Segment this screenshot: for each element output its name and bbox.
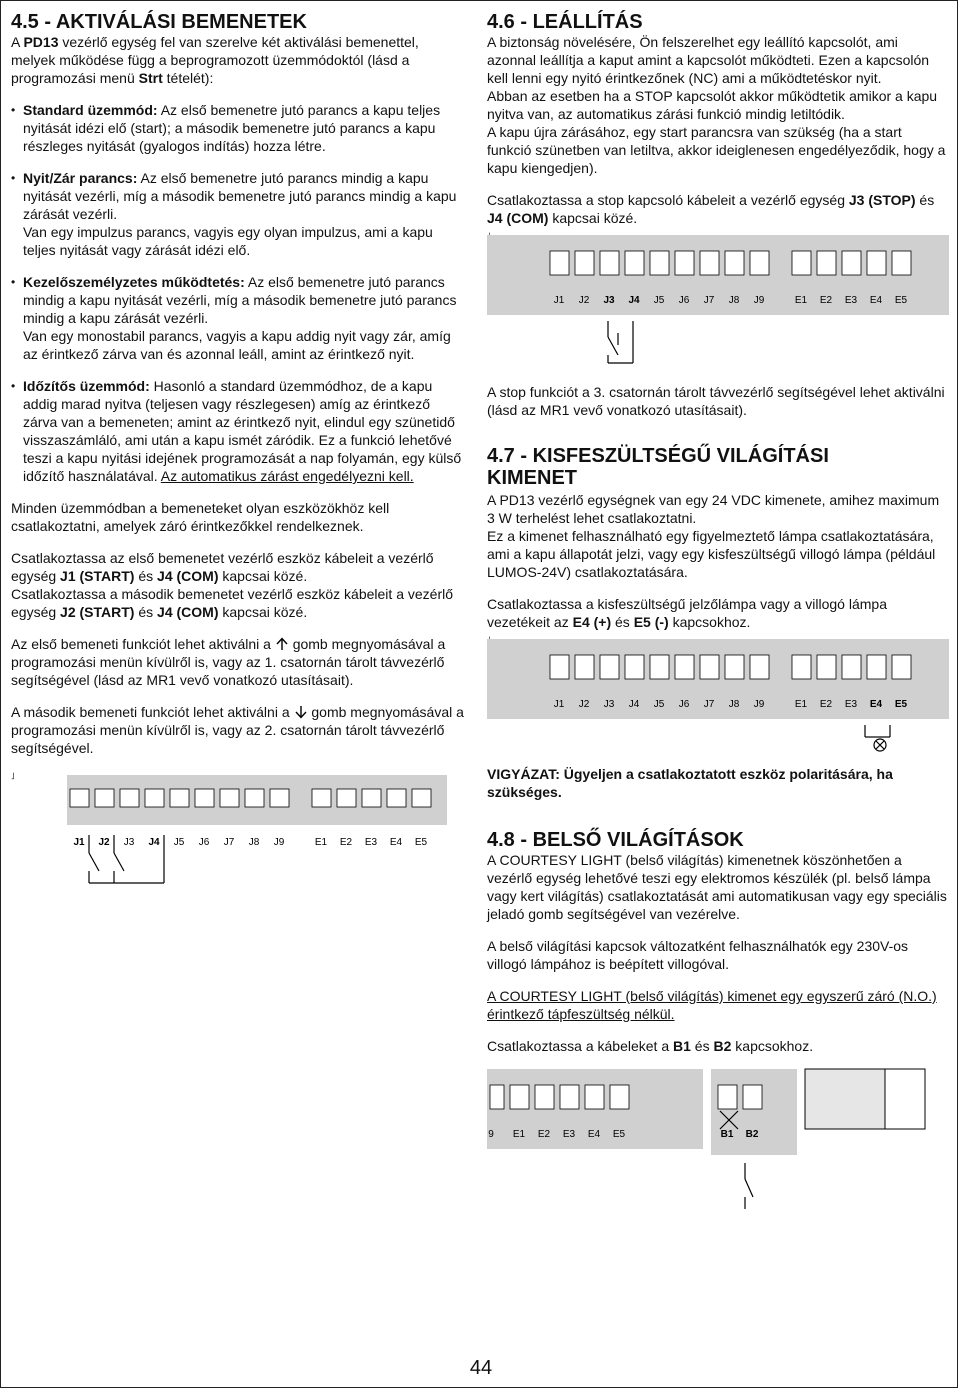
terminal-label: J6 [198, 837, 210, 848]
terminal-label: E1 [512, 1129, 526, 1140]
title-line: 4.7 - KISFESZÜLTSÉGŰ VILÁGÍTÁSI [487, 445, 829, 467]
section-4-6-p1: A biztonság növelésére, Ön felszerelhet egy leállító kapcsolót, ami azonnal leállítja a kaput amint a kapcsolót működteti. Ezen a kapcsolón kell lenni egy nyitó érintkezőnek (NC) ami a működtetéskor nyit. [487, 34, 930, 86]
text: Csatlakoztassa a stop kapcsoló kábeleit a vezérlő egység [487, 192, 849, 208]
text: és [611, 614, 634, 630]
terminal-screw [575, 655, 594, 679]
section-4-8-p1: A COURTESY LIGHT (belső világítás) kimenetnek köszönhetően a vezérlő egység lehetővé teszi egy elektromos készülék (pl. belső lámpa vagy kert világítás) csatlakoztatását ami automatikusan vagy egy speciális jeladó gomb segítségével van vezérelve. [487, 852, 947, 922]
stop-switch [608, 337, 618, 355]
text: kapcsokhoz. [668, 614, 751, 630]
terminal-screw [70, 789, 89, 807]
terminal-screw [625, 655, 644, 679]
terminal-label: E5 [414, 837, 428, 848]
text-bold: J2 (START) [60, 604, 135, 620]
terminal-screw [650, 251, 669, 275]
terminal-screw [792, 655, 811, 679]
terminal-screw [245, 789, 264, 807]
terminal-screw [195, 789, 214, 807]
paragraph-connect-2 [11, 585, 466, 621]
terminal-label: E3 [844, 699, 858, 710]
auto-close-note: Az automatikus zárást engedélyezni kell. [160, 468, 414, 484]
terminal-screw [842, 251, 861, 275]
page-number: 44 [469, 1357, 493, 1379]
text: Az első bemeneti funkciót lehet aktiválni a [11, 636, 275, 652]
terminal-label: B2 [745, 1129, 759, 1140]
terminal-screw [817, 251, 836, 275]
terminal-label: J1 [73, 837, 85, 848]
text: gomb megnyomásával a programozási menün kívülről is, vagy az 1. csatornán tárolt távvezérlő segítségével (lásd az MR1 vevő vonatkozó utasításait). [11, 636, 446, 688]
terminal-screw [610, 1085, 629, 1109]
terminal-screw [675, 655, 694, 679]
terminal-screw [170, 789, 189, 807]
bullet-label: Kezelőszemélyzetes működtetés: [23, 274, 245, 290]
terminal-label: J5 [173, 837, 185, 848]
terminal-screw [490, 1085, 504, 1109]
terminal-screw [362, 789, 381, 807]
bullet-timer [11, 377, 466, 485]
section-4-7-connect [487, 595, 949, 631]
intro-text: A [11, 34, 24, 50]
terminal-screw [145, 789, 164, 807]
terminal-screw [550, 251, 569, 275]
terminal-screw [750, 655, 769, 679]
text: Csatlakoztassa a kábeleket a [487, 1038, 673, 1054]
terminal-label: J8 [728, 295, 740, 306]
terminal-label: E1 [794, 699, 808, 710]
bullet-label: Nyit/Zár parancs: [23, 170, 138, 186]
terminal-label: E1 [794, 295, 808, 306]
section-4-6-p2: Abban az esetben ha a STOP kapcsolót akkor működtetik amikor a kapu nyitva van, az automatikus zárási funkció mindig letiltódik. [487, 88, 938, 122]
terminal-label: J7 [223, 837, 235, 848]
text-bold: J4 (COM) [157, 568, 219, 584]
terminal-screw [792, 251, 811, 275]
text-bold: J4 (COM) [157, 604, 219, 620]
terminal-screw [270, 789, 289, 807]
text: Csatlakoztassa az első bemenetet vezérlő eszköz kábeleit a vezérlő egység [11, 550, 434, 584]
terminal-screw [892, 655, 911, 679]
terminal-screw [337, 789, 356, 807]
terminal-screw [585, 1085, 604, 1109]
terminal-screw [700, 251, 719, 275]
wiring-diagram-start-inputs [11, 771, 466, 891]
text: gomb megnyomásával a programozási menün kívülről is, vagy az 2. csatornán tárolt távvezérlő segítségével. [11, 704, 464, 756]
section-4-8-p3: A COURTESY LIGHT (belső világítás) kimenet egy egyszerű záró (N.O.) érintkező tápfeszültség nélkül. [487, 988, 937, 1022]
terminal-label: J2 [98, 837, 110, 848]
terminal-screw [535, 1085, 554, 1109]
terminal-screw [550, 655, 569, 679]
text: kapcsokhoz. [731, 1038, 814, 1054]
title-line: KIMENET [487, 467, 577, 489]
terminal-screw [220, 789, 239, 807]
left-column [11, 11, 466, 891]
terminal-screw [725, 251, 744, 275]
bullet-standard [11, 101, 466, 155]
terminal-screw [412, 789, 431, 807]
section-4-7-p2: Ez a kimenet felhasználható egy figyelmeztető lámpa csatlakoztatására, ami a kapu állapotát jelzi, vagy egy kisfeszültségű villogó lámpa (például LUMOS-24V) csatlakoztatására. [487, 528, 936, 580]
terminal-screw [560, 1085, 579, 1109]
section-4-7-warning: VIGYÁZAT: Ügyeljen a csatlakoztatott eszköz polaritására, ha szükséges. [487, 766, 893, 800]
bullet-text: Az első bemenetre jutó parancs mindig a kapu nyitását vezérli, míg a második bemenetre jutó parancs mindig a kapu zárását vezérli. [23, 170, 457, 222]
terminal-screw [600, 251, 619, 275]
intro-text-3: tételét): [162, 70, 214, 86]
terminal-block-courtesy [711, 1069, 797, 1155]
text-bold: J1 (START) [60, 568, 135, 584]
terminal-screw [650, 655, 669, 679]
terminal-label: J3 [603, 295, 615, 306]
bullet-nyit-zar [11, 169, 466, 223]
component-inner [805, 1069, 885, 1129]
right-column [487, 11, 949, 1213]
terminal-screw [575, 251, 594, 275]
text-bold: J4 (COM) [487, 210, 549, 226]
section-4-8-p2: A belső világítási kapcsok változatként felhasználhatók egy 230V-os villogó lámpához is beépített villogóval. [487, 938, 909, 972]
section-4-5-title: 4.5 - AKTIVÁLÁSI BEMENETEK [11, 11, 307, 33]
terminal-label: J7 [703, 699, 715, 710]
terminal-label: J4 [628, 699, 640, 710]
terminal-label: J4 [148, 837, 160, 848]
terminal-label: J2 [578, 699, 590, 710]
text: és [134, 604, 158, 620]
terminal-label: E3 [844, 295, 858, 306]
terminal-screw [387, 789, 406, 807]
terminal-label: E3 [562, 1129, 576, 1140]
text: kapcsai közé. [548, 210, 638, 226]
wiring-diagram-lamp [487, 633, 949, 753]
terminal-label: E2 [819, 295, 833, 306]
terminal-screw [725, 655, 744, 679]
bullet-label: Időzítős üzemmód: [23, 378, 150, 394]
arrow-up-icon [275, 637, 289, 651]
wiring-diagram-courtesy-light [487, 1063, 949, 1213]
terminal-label: E4 [869, 295, 883, 306]
terminal-label: J2 [578, 295, 590, 306]
wiring-diagram-stop [487, 229, 949, 369]
intro-strt: Strt [138, 70, 163, 86]
terminal-label: E1 [314, 837, 328, 848]
paragraph-activate-1 [11, 635, 466, 689]
terminal-label: J1 [553, 295, 565, 306]
text-bold: B1 [673, 1038, 691, 1054]
terminal-screw [120, 789, 139, 807]
terminal-label: E2 [537, 1129, 551, 1140]
arrow-down-icon [294, 705, 308, 719]
terminal-label: B1 [720, 1129, 734, 1140]
text: A második bemeneti funkciót lehet aktiválni a [11, 704, 294, 720]
terminal-label: J6 [678, 295, 690, 306]
terminal-label: E5 [894, 699, 908, 710]
terminal-screw [625, 251, 644, 275]
bullet-text: Az első bemenetre jutó parancs mindig a kapu nyitását vezérli, míg a második bemenetre jutó parancs mindig a kapu zárását vezérli. [23, 274, 457, 326]
terminal-label: E2 [339, 837, 353, 848]
section-4-7-title [487, 445, 949, 489]
section-4-6-connect [487, 191, 949, 227]
terminal-screw [743, 1085, 762, 1109]
bullet-text: Hasonló a standard üzemmódhoz, de a kapu addig marad nyitva (teljesen vagy részlegesen) amíg az érintkező zárva van a bemeneten; amint az érintkező nyit, elindul egy szünetidő visszaszámláló, ami után a kapu ismét záródik. Ez a funkció lehetővé teszi a kapu nyitási idejének programozását a nap folyamán, egy külső időzítő használatával. [23, 378, 462, 484]
terminal-block-diagram [487, 1063, 949, 1213]
text-bold: E4 (+) [572, 614, 612, 630]
terminal-screw [842, 655, 861, 679]
text: kapcsai közé. [218, 568, 308, 584]
bullet-text: Az első bemenetre jutó parancs a kapu teljes nyitását idézi elő (start); a második bemenetre jutó parancs a kapu részleges nyitását (gyalogos indítás) hozza létre. [23, 102, 441, 154]
terminal-label: J4 [628, 295, 640, 306]
switch-j2 [114, 853, 124, 871]
terminal-label: E4 [869, 699, 883, 710]
text: Csatlakoztassa a kisfeszültségű jelzőlámpa vagy a villogó lámpa vezetékeit az [487, 596, 887, 630]
terminal-block-diagram [487, 633, 949, 753]
bullet-manual-extra: Van egy monostabil parancs, vagyis a kapu addig nyit vagy zár, amíg az érintkező zárva van és azonnal leáll, amint az érintkező nyit. [23, 328, 451, 362]
terminal-label: J9 [753, 699, 765, 710]
terminal-label: E3 [364, 837, 378, 848]
text: és [134, 568, 158, 584]
terminal-screw [750, 251, 769, 275]
section-4-6-after: A stop funkciót a 3. csatornán tárolt távvezérlő segítségével lehet aktiválni (lásd az MR1 vevő vonatkozó utasításait). [487, 384, 945, 418]
terminal-screw [510, 1085, 529, 1109]
terminal-label: E5 [612, 1129, 626, 1140]
terminal-screw [867, 251, 886, 275]
text: és [915, 192, 935, 208]
terminal-screw [867, 655, 886, 679]
terminal-screw [675, 251, 694, 275]
section-4-6-p3: A kapu újra zárásához, egy start parancsra van szükség (ha a start funkció szünetben van letiltva, akkor ideiglenesen engedélyeződik, hogy a kapu kiengedjen). [487, 124, 946, 176]
terminal-screw [600, 655, 619, 679]
terminal-screw [817, 655, 836, 679]
terminal-label: J5 [653, 699, 665, 710]
section-4-8-title: 4.8 - BELSŐ VILÁGÍTÁSOK [487, 829, 744, 851]
section-4-5-intro [11, 33, 466, 87]
terminal-label: E5 [894, 295, 908, 306]
terminal-label: 9 [488, 1129, 494, 1140]
intro-pd13: PD13 [23, 34, 59, 50]
paragraph-all-modes: Minden üzemmódban a bemeneteket olyan eszközökhöz kell csatlakoztatni, amelyek záró érintkezőkkel rendelkeznek. [11, 500, 390, 534]
corner-mark: ˩ [11, 771, 15, 781]
terminal-label: J3 [603, 699, 615, 710]
bullet-manual [11, 273, 466, 327]
terminal-label: J7 [703, 295, 715, 306]
terminal-label: J3 [123, 837, 135, 848]
section-4-7-p1: A PD13 vezérlő egységnek van egy 24 VDC kimenete, amihez maximum 3 W terhelést lehet csatlakoztatni. [487, 492, 940, 526]
text: kapcsai közé. [218, 604, 308, 620]
terminal-screw [892, 251, 911, 275]
terminal-label: J9 [273, 837, 285, 848]
terminal-label: J8 [248, 837, 260, 848]
terminal-label: J5 [653, 295, 665, 306]
courtesy-switch [745, 1179, 753, 1197]
intro-text-2: vezérlő egység fel van szerelve két aktiválási bemenettel, melyek működése függ a beprogramozott üzemmódoktól (lásd a programozási menü [11, 34, 419, 86]
section-4-8-connect [487, 1037, 949, 1055]
paragraph-activate-2 [11, 703, 466, 757]
switch-j1 [89, 853, 99, 871]
terminal-block-diagram [11, 771, 466, 891]
terminal-label: J1 [553, 699, 565, 710]
terminal-screw [718, 1085, 737, 1109]
text-bold: B2 [713, 1038, 732, 1054]
terminal-label: J6 [678, 699, 690, 710]
text: és [690, 1038, 714, 1054]
terminal-screw [700, 655, 719, 679]
text: Csatlakoztassa a második bemenetet vezérlő eszköz kábeleit a vezérlő egység [11, 586, 453, 620]
text-bold: J3 (STOP) [848, 192, 916, 208]
terminal-label: E2 [819, 699, 833, 710]
terminal-label: J9 [753, 295, 765, 306]
terminal-label: E4 [587, 1129, 601, 1140]
paragraph-connect-1 [11, 549, 466, 585]
bullet-label: Standard üzemmód: [23, 102, 158, 118]
text-bold: E5 (-) [633, 614, 669, 630]
section-4-6-title: 4.6 - LEÁLLÍTÁS [487, 11, 643, 33]
terminal-label: J8 [728, 699, 740, 710]
terminal-label: E4 [389, 837, 403, 848]
terminal-block-diagram [487, 229, 949, 369]
terminal-screw [95, 789, 114, 807]
terminal-screw [312, 789, 331, 807]
bullet-nyit-zar-extra: Van egy impulzus parancs, vagyis egy olyan impulzus, ami a kapu teljes nyitását vagy zárását idézi elő. [23, 224, 433, 258]
